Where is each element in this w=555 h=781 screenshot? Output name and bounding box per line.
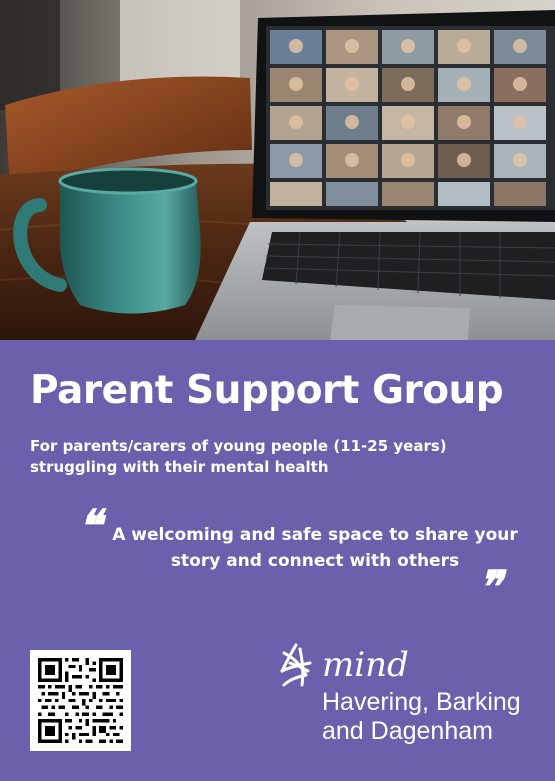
header-photo: [0, 0, 555, 340]
poster-title: Parent Support Group: [30, 368, 504, 413]
poster-quote: A welcoming and safe space to share your story and connect with others: [112, 525, 518, 571]
mind-wordmark: mind: [322, 645, 409, 685]
close-quote-icon: ❞: [478, 562, 502, 613]
logo-location: Havering, Barking and Dagenham: [322, 688, 521, 745]
open-quote-icon: ❝: [78, 501, 102, 552]
qr-code-icon: [38, 658, 123, 743]
qr-code[interactable]: [30, 650, 131, 751]
poster-subtitle: For parents/carers of young people (11-25 years) struggling with their mental health: [30, 437, 447, 476]
